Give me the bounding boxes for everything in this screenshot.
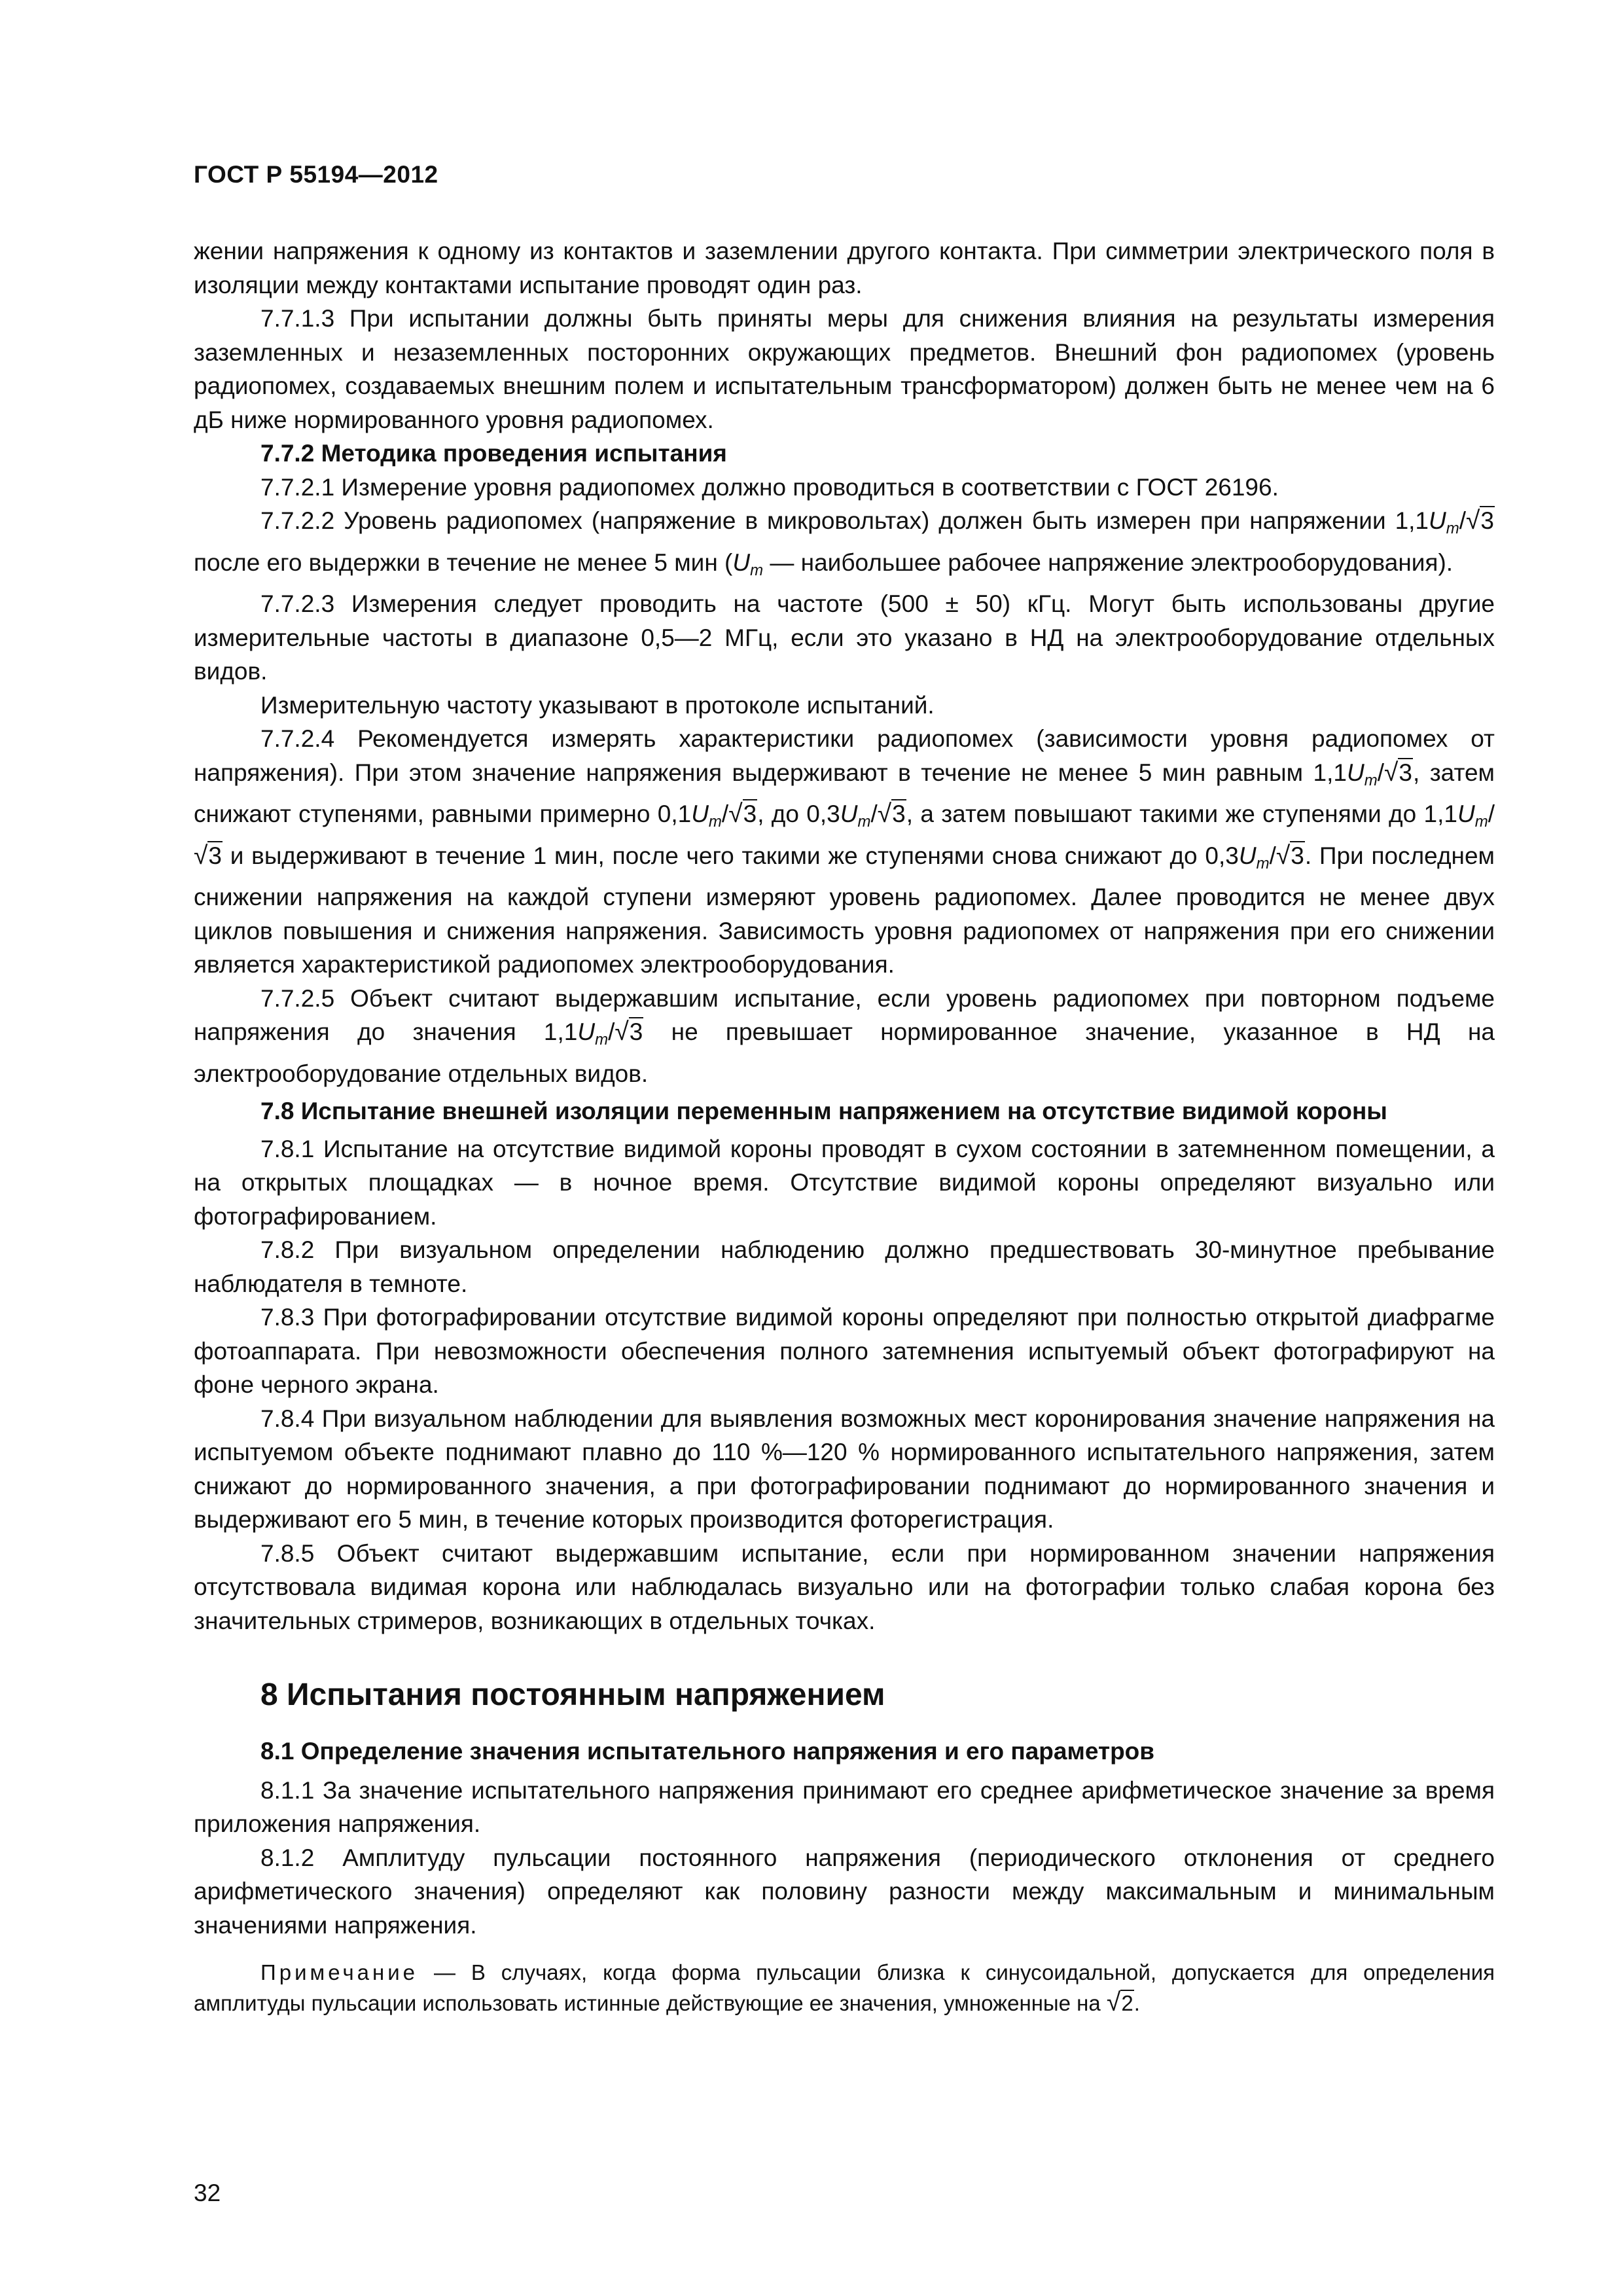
sqrt-expression	[1384, 759, 1413, 786]
math-u: U	[1346, 759, 1364, 786]
sqrt-expression	[615, 1018, 643, 1045]
text-fragment: не превышает нормированное значение, указанное в НД на электрооборудование отдельных видов.	[194, 1018, 1495, 1087]
math-u: U	[577, 1018, 596, 1045]
math-u: U	[840, 800, 858, 827]
heading-section-8: 8 Испытания постоянным напряжением	[260, 1677, 885, 1712]
heading-7-7-2: 7.7.2 Методика проведения испытания	[260, 440, 727, 467]
math-subscript-m: m	[1364, 771, 1378, 789]
paragraph-7-7-1-3: 7.7.1.3 При испытании должны быть приняты меры для снижения влияния на результаты измерения заземленных и незаземленных посторонних окружающих предметов. Внешний фон радиопомех (уровень радиопомех, создаваемых внешним полем и испытательным трансформатором) должен быть не менее чем на 6 дБ ниже нормированного уровня радиопомех.	[194, 305, 1495, 433]
text-fragment: 7.7.2.5 Объект считают выдержавшим испытание, если уровень радиопомех при повторном подъеме напряжения до значения 1,1	[194, 984, 1495, 1045]
sqrt-sign: √	[194, 841, 208, 870]
sqrt-sign: √	[1275, 841, 1291, 870]
math-u: U	[691, 800, 709, 827]
sqrt-sign: √	[728, 800, 743, 828]
sqrt-argument: 2	[1121, 1991, 1133, 2015]
paragraph-7-8-3: 7.8.3 При фотографировании отсутствие видимой короны определяют при полностью открытой диафрагме фотоаппарата. При невозможности обеспечения полного затемнения испытуемый объект фотографируют на фоне черного экрана.	[194, 1304, 1495, 1398]
paragraph-continuation: жении напряжения к одному из контактов и заземлении другого контакта. При симметрии электрического поля в изоляции между контактами испытание проводят один раз.	[194, 238, 1495, 298]
math-subscript-m: m	[708, 813, 722, 831]
sqrt-expression	[194, 842, 223, 869]
sqrt-argument: 3	[1480, 507, 1494, 534]
note-paragraph	[194, 1958, 1495, 2018]
math-subscript-m: m	[857, 813, 871, 831]
sqrt-expression	[878, 800, 906, 827]
paragraph-7-7-2-2: 7.7.2.2 Уровень радиопомех (напряжение в микровольтах) должен быть измерен при напряжении $1,1U_m/√3$ после его выдержки в течение не менее 5 мин ($U_m$ — наибольшее рабочее напряжение электрооборудования).	[194, 507, 1494, 579]
text-fragment: после его выдержки в течение не менее 5 мин (	[194, 548, 733, 576]
sqrt-argument: 3	[1399, 759, 1412, 786]
paragraph-7-8-1: 7.8.1 Испытание на отсутствие видимой короны проводят в сухом состоянии в затемненном помещении, а на открытых площадках — в ночное время. Отсутствие видимой короны определяют визуально или фотографированием.	[194, 1135, 1495, 1230]
math-subscript-m: m	[750, 561, 764, 579]
body-text	[194, 234, 1495, 2018]
text-fragment: 7.7.2.4 Рекомендуется измерять характеристики радиопомех (зависимости уровня радиопомех от напряжения). При этом значение напряжения выдерживают в течение не менее 5 мин равным 1,1	[194, 725, 1495, 786]
text-fragment: — наибольшее рабочее напряжение электрооборудования).	[763, 548, 1454, 576]
text-fragment: и выдерживают в течение 1 мин, после чего такими же ступенями снова снижают до 0,3	[222, 842, 1239, 869]
paragraph-8-1-2: 8.1.2 Амплитуду пульсации постоянного напряжения (периодического отклонения от среднего арифметического значения) определяют как половину разности между максимальным и минимальным значениями напряжения.	[194, 1844, 1495, 1939]
math-u: U	[1457, 800, 1475, 827]
page-number: 32	[194, 2179, 221, 2206]
text-fragment: 7.7.2.2 Уровень радиопомех (напряжение в микровольтах) должен быть измерен при напряжении 1,1	[260, 507, 1429, 534]
math-u: U	[1238, 842, 1257, 869]
text-fragment: , до 0,3	[757, 800, 840, 827]
sqrt-sign: √	[1106, 1988, 1121, 2017]
sqrt-sign: √	[1383, 758, 1399, 787]
paragraph-7-8-4: 7.8.4 При визуальном наблюдении для выявления возможных мест коронирования значение напряжения на испытуемом объекте поднимают плавно до 110 %—120 % нормированного испытательного напряжения, затем снижают до нормированного значения, а при фотографировании поднимают до нормированного значения и выдерживают его 5 мин, в течение которых производится фоторегистрация.	[194, 1405, 1495, 1533]
paragraph-7-8-2: 7.8.2 При визуальном определении наблюдению должно предшествовать 30-минутное пребывание наблюдателя в темноте.	[194, 1236, 1495, 1297]
note-end: .	[1133, 1991, 1140, 2015]
note-text: — В случаях, когда форма пульсации близка к синусоидальной, допускается для определения амплитуды пульсации использовать истинные действующие ее значения, умноженные на	[194, 1960, 1495, 2015]
math-subscript-m: m	[595, 1031, 609, 1049]
sqrt-expression	[1276, 842, 1305, 869]
sqrt-sign: √	[877, 800, 892, 828]
sqrt-argument: 3	[208, 842, 222, 869]
note-label: Примечание	[260, 1960, 419, 1984]
paragraph-7-7-2-5: 7.7.2.5 Объект считают выдержавшим испытание, если уровень радиопомех при повторном подъеме напряжения до значения $1,1U_m/√3$ не превышает нормированное значение, указанное в НД на электрооборудование отдельных видов.	[194, 984, 1495, 1087]
heading-8-1: 8.1 Определение значения испытательного напряжения и его параметров	[260, 1738, 1155, 1765]
sqrt-argument: 3	[629, 1018, 643, 1045]
document-header: ГОСТ Р 55194—2012	[194, 161, 438, 188]
heading-7-8: 7.8 Испытание внешней изоляции переменным напряжением на отсутствие видимой короны	[260, 1098, 1387, 1124]
paragraph-7-7-2-3: 7.7.2.3 Измерения следует проводить на частоте (500 ± 50) кГц. Могут быть использованы другие измерительные частоты в диапазоне 0,5—2 МГц, если это указано в НД на электрооборудование отдельных видов.	[194, 590, 1495, 685]
paragraph-measurement-frequency: Измерительную частоту указывают в протоколе испытаний.	[260, 691, 935, 719]
text-fragment: , затем снижают ступенями, равными примерно 0,1	[194, 759, 1495, 827]
sqrt-sign: √	[615, 1018, 629, 1046]
paragraph-7-7-2-1: 7.7.2.1 Измерение уровня радиопомех должно проводиться в соответствии с ГОСТ 26196.	[260, 473, 1279, 501]
paragraph-7-8-5: 7.8.5 Объект считают выдержавшим испытание, если при нормированном значении напряжения отсутствовала видимая корона или наблюдалась визуально или на фотографии только слабая корона без значительных стримеров, возникающих в отдельных точках.	[194, 1539, 1495, 1634]
sqrt-sign: √	[1466, 507, 1480, 535]
sqrt-expression	[1106, 1988, 1134, 2017]
sqrt-expression	[1466, 507, 1495, 534]
text-fragment: , а затем повышают такими же ступенями до 1,1	[906, 800, 1457, 827]
sqrt-expression	[728, 800, 757, 827]
math-u: U	[732, 548, 751, 576]
math-subscript-m: m	[1474, 813, 1488, 831]
math-subscript-m: m	[1256, 854, 1270, 872]
sqrt-argument: 3	[743, 800, 757, 827]
sqrt-argument: 3	[1291, 842, 1304, 869]
math-subscript-m: m	[1446, 520, 1459, 537]
paragraph-7-7-2-4: 7.7.2.4 Рекомендуется измерять характеристики радиопомех (зависимости уровня радиопомех от напряжения). При этом значение напряжения выдерживают в течение не менее 5 мин равным $1,1U_m/√3$, затем снижают ступенями, равными примерно $0,1U_m/√3$, до $0,3U_m/√3$, а затем повышают такими же ступенями до $1,1U_m/√3$ и выдерживают в течение 1 мин, после чего такими же ступенями снова снижают до $0,3U_m/√3$. При последнем снижении напряжения на каждой ступени измеряют уровень радиопомех. Далее проводится не менее двух циклов повышения и снижения напряжения. Зависимость уровня радиопомех от напряжения при его снижении является характеристикой радиопомех электрооборудования.	[194, 725, 1495, 978]
text-fragment: . При последнем снижении напряжения на каждой ступени измеряют уровень радиопомех. Далее проводится не менее двух циклов повышения и снижения напряжения. Зависимость уровня радиопомех от напряжения при его снижении является характеристикой радиопомех электрооборудования.	[194, 842, 1495, 978]
sqrt-argument: 3	[892, 800, 906, 827]
math-u: U	[1429, 507, 1446, 534]
paragraph-8-1-1: 8.1.1 За значение испытательного напряжения принимают его среднее арифметическое значение за время приложения напряжения.	[194, 1776, 1495, 1837]
